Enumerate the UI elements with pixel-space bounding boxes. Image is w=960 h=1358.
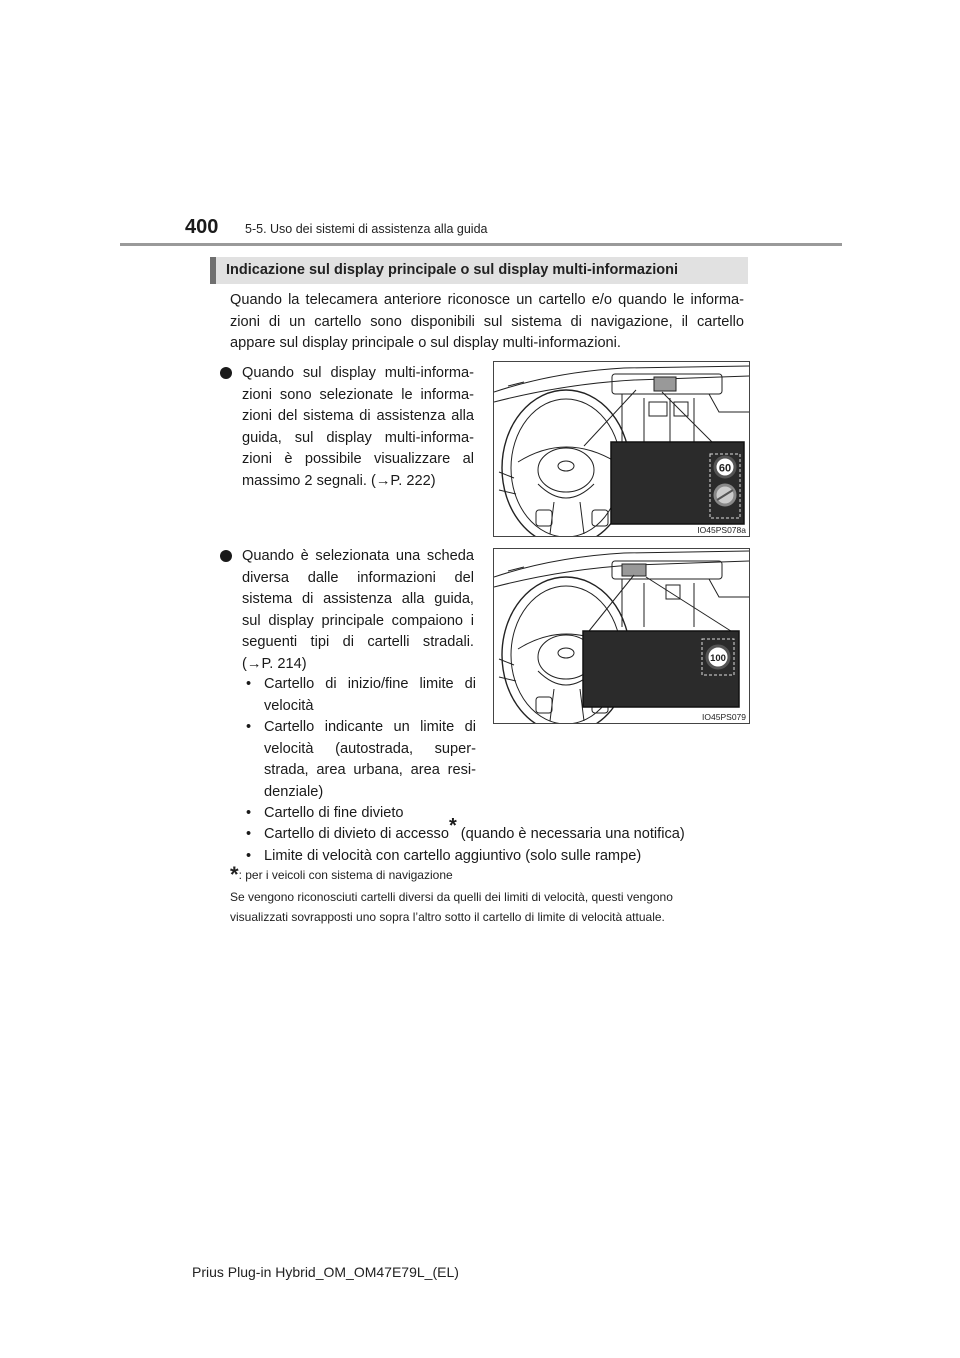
bullet-1 <box>220 363 480 498</box>
bullet-1-text <box>242 363 474 492</box>
sub-item-mark: • <box>246 848 252 864</box>
note-line-2: visualizzati sovrapposti uno sopra l’altro sotto il cartello di limite di velocità attuale. <box>230 910 665 924</box>
sub-item-4-text-before: Cartello di divieto di accesso <box>264 826 449 842</box>
sub-item-3-text: Cartello di fine divieto <box>264 805 404 821</box>
sub-item-mark: • <box>246 826 252 842</box>
sub-item-2-line: strada, area urbana, area resi- <box>264 762 476 778</box>
note-line-1: Se vengono riconosciuti cartelli diversi da quelli dei limiti di velocità, questi vengono <box>230 890 673 904</box>
sub-item-mark: • <box>246 676 252 692</box>
sub-item-2-line: velocità (autostrada, super- <box>264 740 476 757</box>
intro-line-3: appare sul display principale o sul display multi-informazioni. <box>230 335 621 351</box>
section-title: 5-5. Uso dei sistemi di assistenza alla guida <box>245 222 488 236</box>
bullet-2-line: sul display principale compaiono i <box>242 612 474 629</box>
bullet-1-line: zioni del sistema di assistenza alla <box>242 408 474 424</box>
sub-item-mark: • <box>246 719 252 735</box>
sub-item-2-line: Cartello indicante un limite di <box>264 719 476 735</box>
box-heading-text: Indicazione sul display principale o sul display multi-informazioni <box>226 262 678 278</box>
bullet-2-text <box>242 546 474 675</box>
sub-item-1-line: Cartello di inizio/fine limite di <box>264 676 476 692</box>
dashboard-illustration-2 <box>494 549 749 723</box>
sub-item-2-line: denziale) <box>264 783 324 800</box>
intro-line-1: Quando la telecamera anteriore riconosce un cartello e/o quando le informa- <box>230 292 744 308</box>
sub-item-5-text: Limite di velocità con cartello aggiuntivo (solo sulle rampe) <box>264 848 642 864</box>
sub-item-1-line: velocità <box>264 697 314 714</box>
sub-item-mark: • <box>246 805 252 821</box>
figure-dashboard-mid <box>493 361 750 537</box>
asterisk-mark: * <box>448 815 457 837</box>
sub-item-3 <box>246 803 726 825</box>
figure-1-sign-top: 60 <box>718 462 732 475</box>
footnote-text: : per i veicoli con sistema di navigazione <box>238 868 453 882</box>
footnote-asterisk: * <box>230 862 239 887</box>
note-paragraph <box>230 887 750 927</box>
sub-item-2 <box>246 717 476 803</box>
bullet-dot <box>220 367 232 379</box>
footnote-star <box>230 862 750 885</box>
figure-2-sign: 100 <box>710 653 726 664</box>
intro-paragraph <box>230 290 744 355</box>
sub-item-4-text-after: (quando è necessaria una notifica) <box>456 826 685 842</box>
dashboard-illustration-1 <box>494 362 749 536</box>
bullet-1-line: zioni sono selezionate le informa- <box>242 386 474 403</box>
figure-1-code: IO45PS078a <box>697 525 746 535</box>
bullet-1-line: zioni è possibile visualizzare al <box>242 451 474 467</box>
bullet-2-line: diversa dalle informazioni del <box>242 569 474 586</box>
intro-line-2: zioni di un cartello sono disponibili sul sistema di navigazione, il cartello <box>230 313 744 330</box>
figure-2-code: IO45PS079 <box>702 712 746 722</box>
bullet-dot <box>220 550 232 562</box>
figure-dashboard-main <box>493 548 750 724</box>
bullet-1-line: Quando sul display multi-informa- <box>242 365 474 381</box>
bullet-1-line: guida, sul display multi-informa- <box>242 429 474 446</box>
bullet-2 <box>220 546 480 681</box>
page-number: 400 <box>185 216 219 238</box>
bullet-2-line: seguenti tipi di cartelli stradali. <box>242 634 474 650</box>
bullet-2-line: sistema di assistenza alla guida, <box>242 591 474 607</box>
sub-item-4 <box>246 815 736 846</box>
sub-item-1 <box>246 674 476 717</box>
bullet-2-line: (→P. 214) <box>242 655 307 672</box>
header-rule <box>120 243 842 246</box>
box-heading <box>210 257 748 284</box>
bullet-1-line: massimo 2 segnali. (→P. 222) <box>242 472 436 489</box>
bullet-2-line: Quando è selezionata una scheda <box>242 548 474 564</box>
footer-doc-id: Prius Plug-in Hybrid_OM_OM47E79L_(EL) <box>192 1264 459 1280</box>
sub-item-4-text <box>264 815 685 846</box>
